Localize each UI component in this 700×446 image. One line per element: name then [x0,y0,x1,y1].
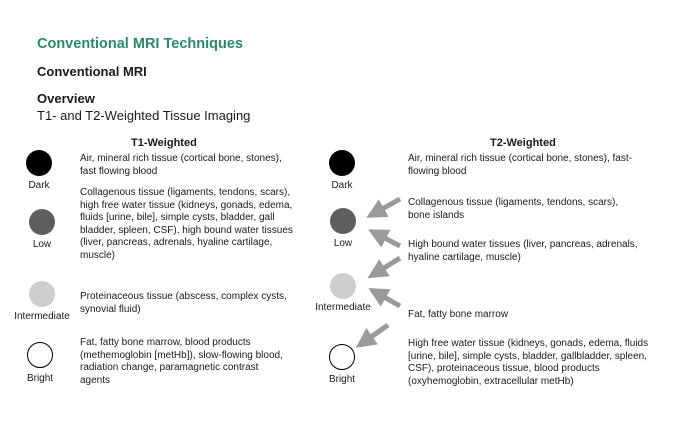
t1-column-header: T1-Weighted [131,137,197,149]
t1-bright-text: Fat, fatty bone marrow, blood products (methemoglobin [metHb]), slow-flowing blood, radiation change, paramagnetic contrast agents [80,337,283,386]
page-title: Conventional MRI Techniques [37,36,243,52]
arrow-bound-water-to-low [377,234,400,246]
t1-bright-label: Bright [26,373,54,384]
t1-low-text: Collagenous tissue (ligaments, tendons, scars), high free water tissue (kidneys, gonads, edema, fluids [urine, bile], simple cysts, bladder, gall bladder, spleen, CSF), high bound water tissues (liver, pancreas, adrenals, hyaline cartilage, muscle) [80,187,293,261]
t2-intermediate-label: Intermediate [315,302,371,313]
t2-bright-label: Bright [328,374,356,385]
arrow-free-water-to-bright [364,325,388,342]
t2-fat-note: Fat, fatty bone marrow [408,309,509,320]
t2-dark-label: Dark [331,180,353,191]
arrow-collagen-to-low [375,199,400,213]
t1-dark-label: Dark [28,180,50,191]
arrow-fat-to-intermediate [377,293,400,306]
t2-column-header: T2-Weighted [490,137,556,149]
t2-low-label: Low [333,238,353,249]
subtitle: T1- and T2-Weighted Tissue Imaging [37,108,251,123]
overview-heading: Overview [37,91,95,106]
t2-free-water-note: High free water tissue (kidneys, gonads, edema, fluids [urine, bile], simple cysts, bladder, gallbladder, spleen, CSF), proteinaceous tissue, blood products (oxyhemoglobin, extracellular metHb) [408,338,649,387]
t2-collagenous-note: Collagenous tissue (ligaments, tendons, scars), bone islands [408,197,619,221]
t1-dark-text: Air, mineral rich tissue (cortical bone, stones), fast flowing blood [80,153,282,177]
t1-intermediate-label: Intermediate [14,311,70,322]
arrow-bound-water-to-intermediate [376,258,400,273]
t2-bound-water-note: High bound water tissues (liver, pancreas, adrenals, hyaline cartilage, muscle) [408,239,638,263]
t1-intermediate-text: Proteinaceous tissue (abscess, complex cysts, synovial fluid) [80,291,287,315]
section-heading: Conventional MRI [37,64,147,79]
t2-dark-text: Air, mineral rich tissue (cortical bone, stones), fast-flowing blood [408,153,632,177]
t1-low-label: Low [32,239,52,250]
